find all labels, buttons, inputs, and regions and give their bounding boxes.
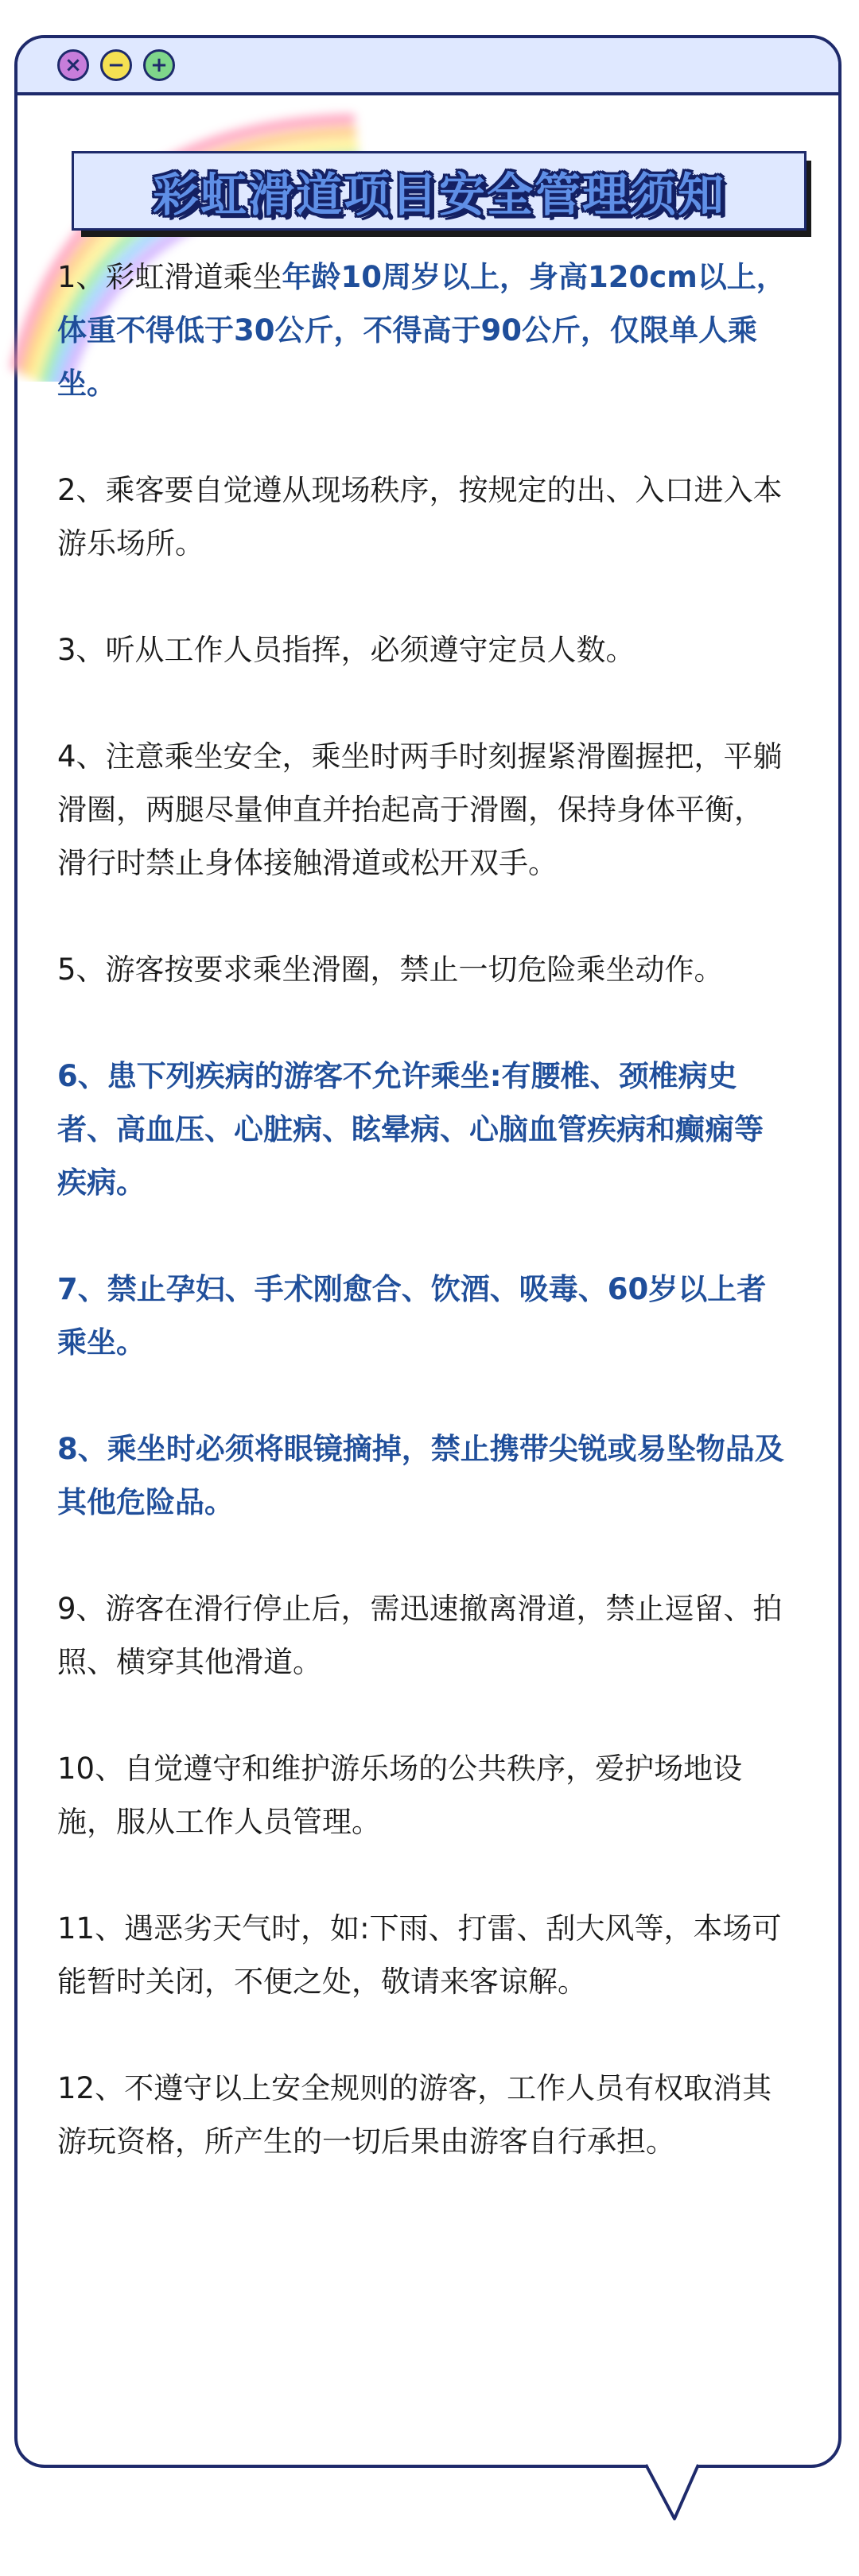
page-title: 彩虹滑道项目安全管理须知	[152, 168, 725, 222]
title-banner	[72, 151, 807, 231]
rule-item-8: 8、乘坐时必须将眼镜摘掉，禁止携带尖锐或易坠物品及其他危险品。	[57, 1432, 784, 1519]
minimize-button[interactable]: −	[100, 49, 132, 81]
rule-item-4: 4、注意乘坐安全，乘坐时两手时刻握紧滑圈握把，平躺滑圈，两腿尽量伸直并抬起高于滑圈，保持身体平衡，滑行时禁止身体接触滑道或松开双手。	[57, 739, 783, 880]
rule-item-2: 2、乘客要自觉遵从现场秩序，按规定的出、入口进入本游乐场所。	[57, 473, 783, 561]
rule-item-10: 10、自觉遵守和维护游乐场的公共秩序，爱护场地设施，服从工作人员管理。	[57, 1752, 743, 1839]
rule-item-5: 5、游客按要求乘坐滑圈，禁止一切危险乘坐动作。	[57, 952, 724, 987]
rule-item-7: 7、禁止孕妇、手术刚愈合、饮酒、吸毒、60岁以上者乘坐。	[57, 1272, 767, 1360]
rule-item-1	[57, 250, 786, 410]
rules-list	[57, 250, 786, 2221]
speech-bubble-tail	[643, 2463, 706, 2527]
rule-item-3: 3、听从工作人员指挥，必须遵守定员人数。	[57, 633, 636, 667]
rule-1-prefix: 1、彩虹滑道乘坐	[57, 260, 282, 294]
maximize-button[interactable]: +	[143, 49, 175, 81]
rule-item-11: 11、遇恶劣天气时，如:下雨、打雷、刮大风等，本场可能暂时关闭，不便之处，敬请来客谅解。	[57, 1911, 782, 1999]
close-button[interactable]: ×	[57, 49, 89, 81]
rule-item-6: 6、患下列疾病的游客不允许乘坐:有腰椎、颈椎病史者、高血压、心脏病、眩晕病、心脑血管疾病和癫痫等疾病。	[57, 1059, 764, 1200]
rule-item-9: 9、游客在滑行停止后，需迅速撤离滑道，禁止逗留、拍照、横穿其他滑道。	[57, 1592, 783, 1679]
rule-item-12: 12、不遵守以上安全规则的游客，工作人员有权取消其游玩资格，所产生的一切后果由游客自行承担。	[57, 2071, 772, 2159]
title-box	[72, 151, 807, 231]
window-titlebar	[17, 38, 838, 95]
rule-1-highlight: 年龄10周岁以上，身高120cm以上，体重不得低于30公斤，不得高于90公斤，仅限单人乘坐。	[57, 260, 786, 401]
